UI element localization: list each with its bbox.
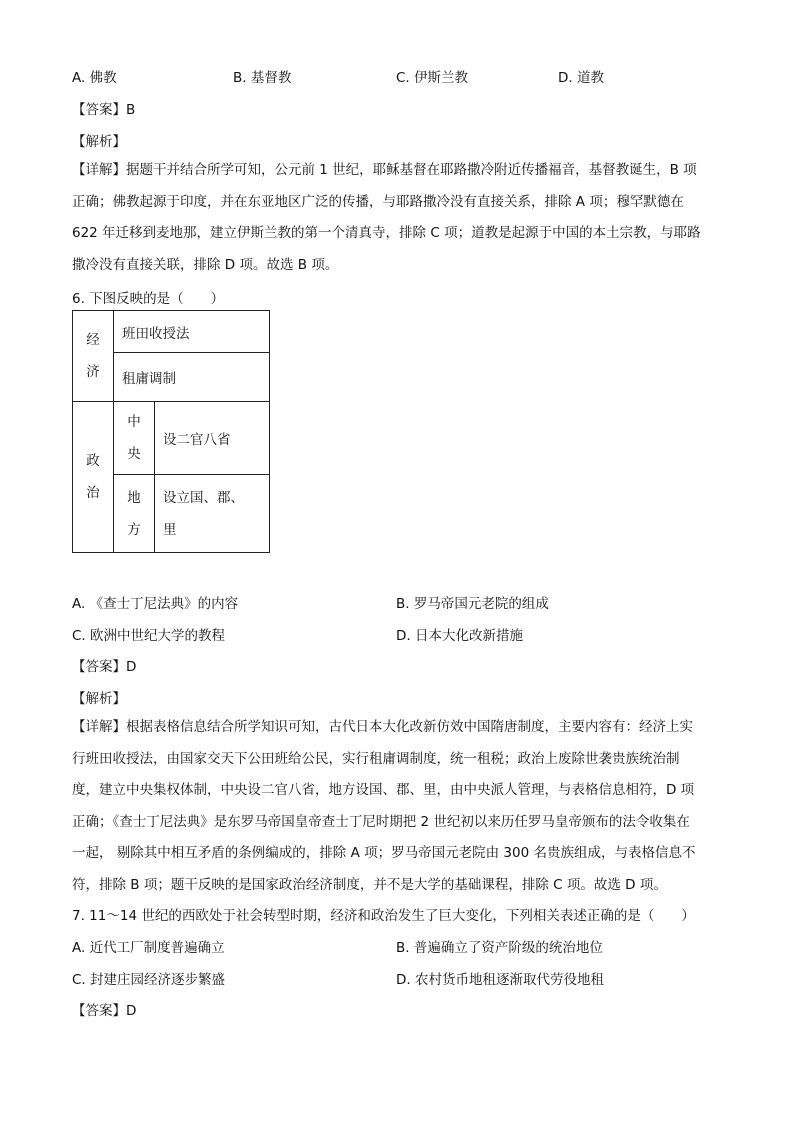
local-label-char: 方 — [127, 521, 141, 538]
q6-detail-line: 一起， 剔除其中相互矛盾的条例编成的，排除 A 项；罗马帝国元老院由 300 名贵族组成，与表格信息不 — [72, 845, 696, 861]
q5-detail-line: 622 年迁移到麦地那，建立伊斯兰教的第一个清真寺，排除 C 项；道教是起源于中国的本土宗教，与耶路 — [72, 225, 701, 241]
economy-item-cell: 班田收授法 — [114, 311, 270, 353]
local-label-cell — [114, 475, 155, 553]
q7-option-b: B. 普遍确立了资产阶级的统治地位 — [396, 940, 603, 956]
q7-option-a: A. 近代工厂制度普遍确立 — [72, 940, 225, 956]
q7-stem: 7. 11～14 世纪的西欧处于社会转型时期，经济和政治发生了巨大变化，下列相关表述正确的是（ ） — [72, 908, 695, 924]
q5-detail — [72, 155, 722, 281]
economy-label-char: 经 — [86, 332, 100, 348]
local-item-cell — [155, 475, 270, 553]
politics-label-cell — [73, 402, 114, 553]
economy-label-char: 济 — [86, 364, 100, 380]
politics-label-char: 政 — [86, 453, 100, 469]
q5-answer: 【答案】B — [72, 102, 136, 118]
q5-option-d: D. 道教 — [558, 70, 604, 86]
q5-option-c: C. 伊斯兰教 — [396, 70, 469, 86]
q5-option-b: B. 基督教 — [233, 70, 292, 86]
central-label-cell — [114, 402, 155, 475]
q6-detail-line: 【详解】根据表格信息结合所学知识可知，古代日本大化改新仿效中国隋唐制度，主要内容有：经济上实 — [72, 719, 693, 735]
q7-option-d: D. 农村货币地租逐渐取代劳役地租 — [396, 972, 604, 988]
q6-detail-line: 度，建立中央集权体制，中央设二官八省，地方设国、郡、里，由中央派人管理，与表格信息相符，D 项 — [72, 782, 695, 798]
central-item-cell: 设二官八省 — [155, 402, 270, 475]
economy-item-cell: 租庸调制 — [114, 353, 270, 402]
q6-detail-line: 符，排除 B 项；题干反映的是国家政治经济制度，并不是大学的基础课程，排除 C 项。故选 D 项。 — [72, 876, 667, 893]
q5-option-a: A. 佛教 — [72, 70, 117, 86]
q6-option-d: D. 日本大化改新措施 — [396, 628, 523, 644]
q6-table — [72, 310, 270, 553]
q7-option-c: C. 封建庄园经济逐步繁盛 — [72, 972, 226, 988]
q5-analysis-label: 【解析】 — [72, 134, 126, 150]
q5-detail-line: 撒冷没有直接关联，排除 D 项。故选 B 项。 — [72, 256, 339, 273]
q5-detail-line: 【详解】据题干并结合所学可知，公元前 1 世纪，耶稣基督在耶路撒冷附近传播福音，基督教诞生，B 项 — [72, 162, 697, 178]
q6-option-c: C. 欧洲中世纪大学的教程 — [72, 628, 226, 644]
local-label-char: 地 — [127, 489, 141, 506]
local-item-line: 里 — [163, 521, 177, 538]
q7-answer: 【答案】D — [72, 1003, 137, 1019]
economy-label-cell — [73, 311, 114, 402]
q6-detail — [72, 712, 722, 901]
q6-answer: 【答案】D — [72, 659, 137, 675]
politics-label-char: 治 — [86, 485, 100, 501]
q6-detail-line: 正确；《查士丁尼法典》是东罗马帝国皇帝查士丁尼时期把 2 世纪初以来历任罗马皇帝颁布的法令收集在 — [72, 813, 690, 830]
q6-option-b: B. 罗马帝国元老院的组成 — [396, 596, 549, 612]
q6-analysis-label: 【解析】 — [72, 691, 126, 707]
q6-detail-line: 行班田收授法，由国家交天下公田班给公民，实行租庸调制度，统一租税；政治上废除世袭贵族统治制 — [72, 750, 680, 767]
q5-detail-line: 正确；佛教起源于印度，并在东亚地区广泛的传播，与耶路撒冷没有直接关系，排除 A 项；穆罕默德在 — [72, 193, 684, 210]
q6-option-a: A. 《查士丁尼法典》的内容 — [72, 596, 239, 612]
local-item-line: 设立国、郡、 — [163, 489, 244, 506]
q6-stem: 6. 下图反映的是（ ） — [72, 291, 225, 307]
central-label-char: 央 — [127, 446, 141, 462]
central-label-char: 中 — [127, 414, 141, 430]
